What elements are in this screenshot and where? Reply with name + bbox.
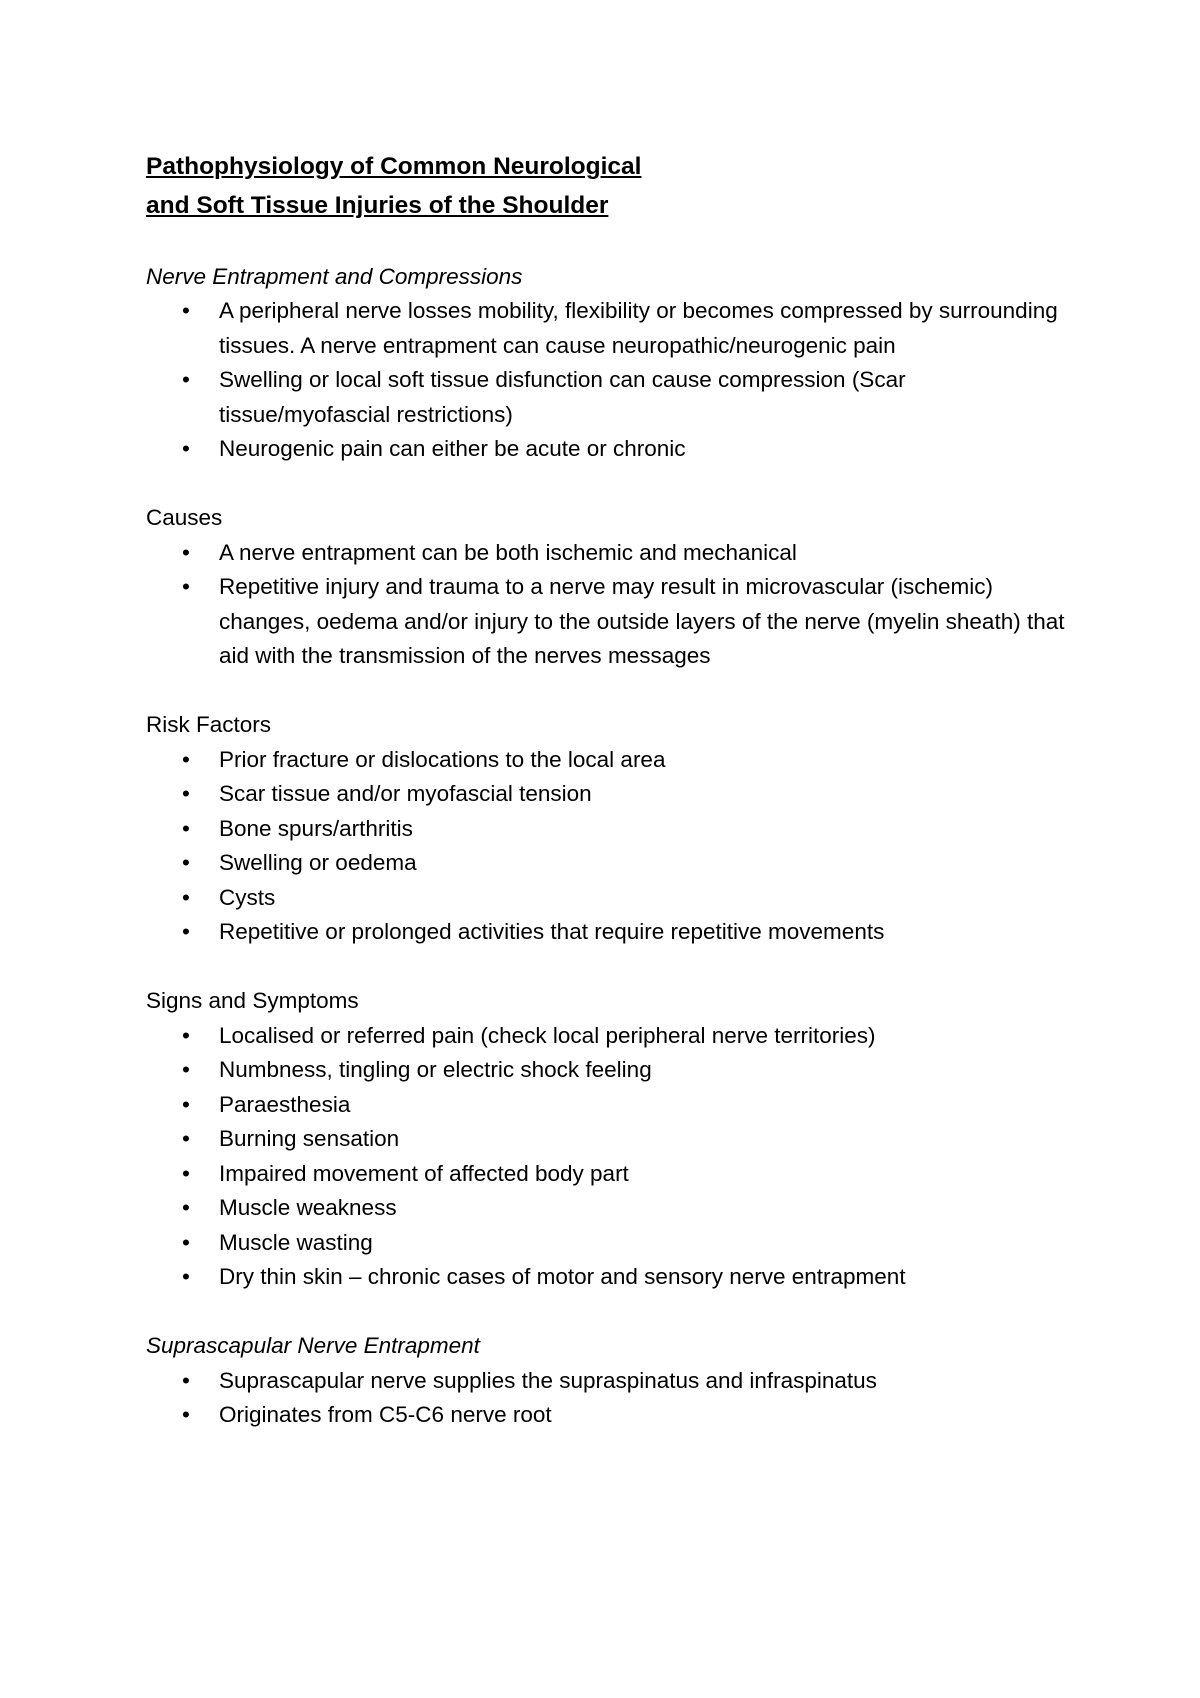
bullet-icon: • [182, 1367, 190, 1393]
list-item-text: Repetitive or prolonged activities that require repetitive movements [219, 919, 885, 944]
bullet-icon: • [182, 1402, 190, 1427]
bullet-icon: • [182, 367, 190, 392]
bullet-icon: • [182, 850, 190, 875]
list-item [146, 1157, 1066, 1192]
bullet-icon: • [182, 298, 190, 323]
list-item [146, 432, 1066, 467]
bullet-list [146, 294, 1066, 467]
bullet-list [146, 1019, 1066, 1295]
list-item-text: Dry thin skin – chronic cases of motor and sensory nerve entrapment [219, 1264, 906, 1289]
section-heading: Risk Factors [146, 712, 272, 737]
list-item-text: A nerve entrapment can be both ischemic and mechanical [219, 539, 797, 565]
list-item-text: Muscle wasting [219, 1229, 373, 1255]
bullet-list [146, 536, 1066, 674]
list-item [146, 1122, 1066, 1157]
bullet-icon: • [182, 436, 190, 461]
section-heading: Signs and Symptoms [146, 988, 359, 1013]
bullet-icon: • [182, 746, 190, 772]
list-item [146, 1398, 1066, 1433]
section-signs-symptoms [146, 984, 1066, 1295]
document-page [146, 148, 1066, 1433]
list-item [146, 363, 1066, 432]
list-item-text: A peripheral nerve losses mobility, flexibility or becomes compressed by surrounding tissues. A nerve entrapment can cause neuropathic/neurogenic pain [219, 298, 1058, 358]
list-item-text: Scar tissue and/or myofascial tension [219, 781, 592, 806]
bullet-icon: • [182, 539, 190, 565]
bullet-icon: • [182, 1160, 190, 1186]
bullet-icon: • [182, 815, 190, 841]
section-suprascapular [146, 1329, 1066, 1433]
bullet-icon: • [182, 1195, 190, 1220]
bullet-icon: • [182, 781, 190, 806]
list-item-text: Neurogenic pain can either be acute or chronic [219, 436, 686, 461]
list-item [146, 881, 1066, 916]
list-item [146, 1019, 1066, 1054]
list-item-text: Numbness, tingling or electric shock feeling [219, 1057, 652, 1082]
list-item-text: Muscle weakness [219, 1195, 397, 1220]
list-item-text: Cysts [219, 884, 276, 910]
list-item [146, 1226, 1066, 1261]
list-item [146, 1191, 1066, 1226]
bullet-icon: • [182, 1264, 190, 1289]
section-causes [146, 501, 1066, 674]
section-nerve-entrapment [146, 260, 1066, 467]
list-item-text: Originates from C5-C6 nerve root [219, 1402, 552, 1427]
section-heading: Causes [146, 505, 223, 530]
list-item [146, 294, 1066, 363]
list-item [146, 915, 1066, 950]
bullet-icon: • [182, 884, 190, 910]
title-line-2: and Soft Tissue Injuries of the Shoulder [146, 191, 609, 219]
list-item [146, 1260, 1066, 1295]
section-risk-factors [146, 708, 1066, 950]
list-item [146, 812, 1066, 847]
section-heading: Nerve Entrapment and Compressions [146, 263, 523, 289]
list-item-text: Prior fracture or dislocations to the local area [219, 746, 666, 772]
bullet-icon: • [182, 1091, 190, 1117]
list-item [146, 1088, 1066, 1123]
title-line-1: Pathophysiology of Common Neurological [146, 153, 642, 180]
list-item-text: Swelling or oedema [219, 850, 417, 875]
section-heading: Suprascapular Nerve Entrapment [146, 1333, 480, 1358]
list-item-text: Repetitive injury and trauma to a nerve may result in microvascular (ischemic) changes, oedema and/or injury to the outside layers of the nerve (myelin sheath) that aid with the transmission of the nerves messages [219, 574, 1065, 668]
bullet-icon: • [182, 919, 190, 944]
list-item [146, 1364, 1066, 1399]
list-item [146, 777, 1066, 812]
list-item [146, 570, 1066, 674]
bullet-icon: • [182, 1229, 190, 1255]
list-item [146, 536, 1066, 571]
list-item-text: Suprascapular nerve supplies the supraspinatus and infraspinatus [219, 1367, 877, 1393]
bullet-icon: • [182, 1022, 190, 1048]
list-item-text: Localised or referred pain (check local peripheral nerve territories) [219, 1022, 876, 1048]
list-item-text: Burning sensation [219, 1126, 400, 1151]
bullet-list [146, 743, 1066, 950]
list-item [146, 846, 1066, 881]
list-item-text: Paraesthesia [219, 1091, 351, 1117]
bullet-icon: • [182, 574, 190, 599]
bullet-icon: • [182, 1126, 190, 1151]
list-item [146, 743, 1066, 778]
document-title [146, 148, 1066, 225]
bullet-icon: • [182, 1057, 190, 1082]
list-item-text: Bone spurs/arthritis [219, 815, 413, 841]
list-item-text: Impaired movement of affected body part [219, 1160, 629, 1186]
list-item [146, 1053, 1066, 1088]
bullet-list [146, 1364, 1066, 1433]
list-item-text: Swelling or local soft tissue disfunction can cause compression (Scar tissue/myofascial restrictions) [219, 367, 906, 427]
